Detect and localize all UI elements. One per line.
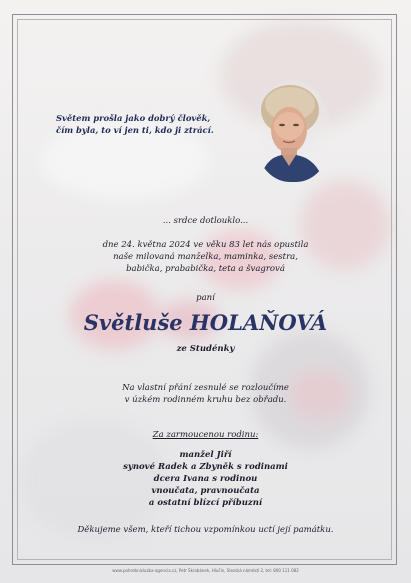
footer-imprint: www.pohrebnisluzba-agencia.cz, Petr Škrobánek, Hlučín, Slezská náměstí 2, tel: 800 111 082 — [112, 568, 299, 573]
verse-line: Světem prošla jako dobrý člověk, — [56, 113, 211, 123]
verse-line: čím byla, to ví jen ti, kdo ji ztrácí. — [56, 125, 214, 135]
announcement-line: dne 24. května 2024 ve věku 83 let nás opustila — [102, 240, 309, 250]
family-member: manžel Jiří — [179, 450, 232, 460]
announcement-line: babička, prababička, teta a švagrová — [126, 264, 285, 274]
family-member: a ostatní blízcí příbuzní — [148, 498, 263, 508]
portrait-image — [254, 80, 332, 182]
funeral-wish — [0, 382, 411, 406]
death-announcement — [0, 239, 411, 275]
family-list — [0, 449, 411, 509]
portrait-photo — [254, 80, 332, 182]
family-member: vnoučata, pravnoučata — [151, 486, 260, 496]
family-member: dcera Ivana s rodinou — [153, 474, 258, 484]
family-member: synové Radek a Zbyněk s rodinami — [123, 462, 288, 472]
memorial-verse — [56, 112, 256, 136]
wish-line: Na vlastní přání zesnulé se rozloučíme — [122, 383, 289, 393]
wish-line: v úzkém rodinném kruhu bez obřadu. — [124, 395, 287, 405]
title-prefix: paní — [196, 293, 215, 303]
family-heading: Za zarmoucenou rodinu: — [152, 430, 259, 440]
thanks-text: Děkujeme všem, kteří tichou vzpomínkou uctí její památku. — [77, 525, 334, 535]
announcement-line: naše milovaná manželka, maminka, sestra, — [113, 252, 298, 262]
deceased-name: Světluše HOLAŇOVÁ — [83, 310, 328, 335]
origin-text: ze Studénky — [176, 344, 235, 354]
intro-text: ... srdce dotlouklo... — [162, 216, 249, 226]
